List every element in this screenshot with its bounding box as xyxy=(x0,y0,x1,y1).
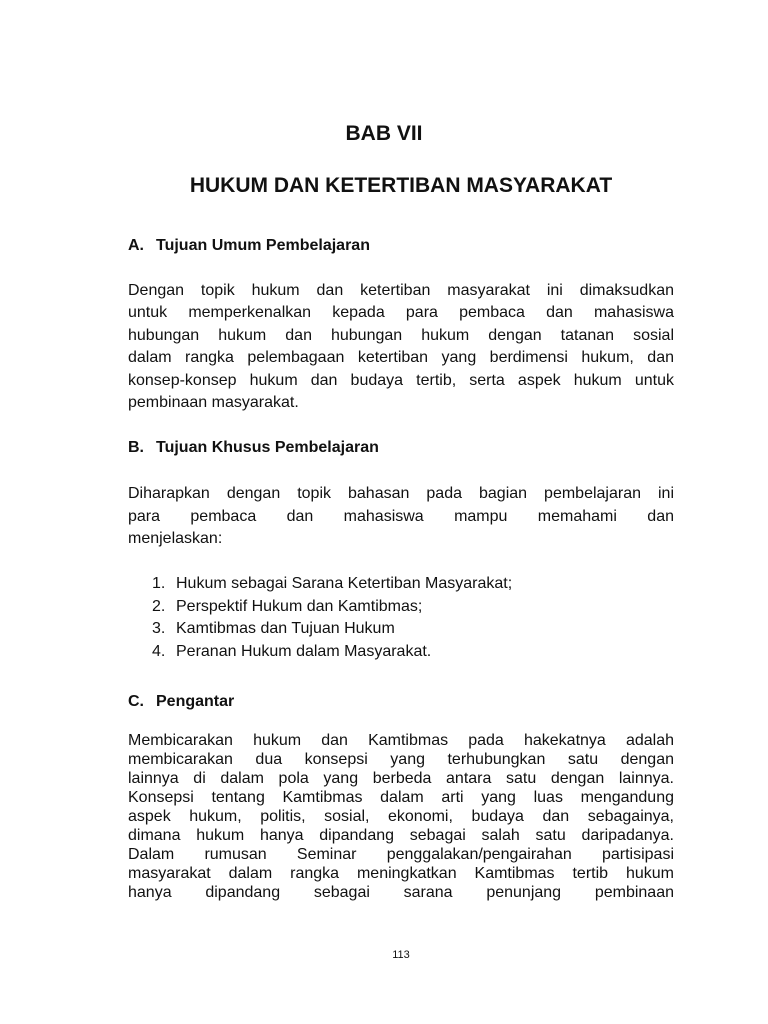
list-text: Perspektif Hukum dan Kamtibmas; xyxy=(176,597,423,615)
list-item xyxy=(128,641,512,664)
page-number: 113 xyxy=(392,949,410,961)
chapter-label: BAB VII xyxy=(345,122,423,145)
section-heading-a xyxy=(128,236,370,256)
section-title-b: Tujuan Khusus Pembelajaran xyxy=(156,439,379,456)
paragraph-c-line: membicarakan dua konsepsi yang terhubungkan satu dengan xyxy=(128,751,674,768)
list-number: 4. xyxy=(152,642,166,660)
paragraph-c-line: lainnya di dalam pola yang berbeda antara satu dengan lainnya. xyxy=(128,770,674,787)
paragraph-c-line: aspek hukum, politis, sosial, ekonomi, budaya dan sebagainya, xyxy=(128,808,674,825)
paragraph-c-line: masyarakat dalam rangka meningkatkan Kamtibmas tertib hukum xyxy=(128,865,674,882)
paragraph-b xyxy=(128,483,674,551)
section-letter-a: A. xyxy=(128,237,144,254)
paragraph-c-line: dimana hukum hanya dipandang sebagai salah satu daripadanya. xyxy=(128,827,674,844)
list-number: 3. xyxy=(152,620,166,637)
list-item xyxy=(128,618,512,641)
section-letter-b: B. xyxy=(128,439,144,456)
paragraph-a-line: Dengan topik hukum dan ketertiban masyarakat ini dimaksudkan xyxy=(128,282,674,299)
list-text: Hukum sebagai Sarana Ketertiban Masyarakat; xyxy=(176,575,513,592)
paragraph-b-line: menjelaskan: xyxy=(128,530,223,547)
section-heading-b xyxy=(128,438,379,458)
section-title-c: Pengantar xyxy=(156,693,235,710)
paragraph-a-line: konsep-konsep hukum dan budaya tertib, serta aspek hukum untuk xyxy=(128,371,674,389)
list-text: Kamtibmas dan Tujuan Hukum xyxy=(176,620,395,637)
list-item xyxy=(128,573,512,596)
chapter-title: HUKUM DAN KETERTIBAN MASYARAKAT xyxy=(189,174,613,197)
paragraph-b-line: para pembaca dan mahasiswa mampu memahami dan xyxy=(128,507,674,525)
list-number: 1. xyxy=(152,575,166,592)
paragraph-a-line: pembinaan masyarakat. xyxy=(128,394,299,412)
paragraph-a-line: dalam rangka pelembagaan ketertiban yang berdimensi hukum, dan xyxy=(128,349,674,367)
list-item xyxy=(128,596,512,619)
section-title-a: Tujuan Umum Pembelajaran xyxy=(156,237,370,254)
section-heading-c xyxy=(128,692,234,712)
paragraph-c-line: Dalam rumusan Seminar penggalakan/pengairahan partisipasi xyxy=(128,846,674,863)
list-number: 2. xyxy=(152,597,166,615)
paragraph-a-line: hubungan hukum dan hubungan hukum dengan tatanan sosial xyxy=(128,326,674,344)
paragraph-b-line: Diharapkan dengan topik bahasan pada bagian pembelajaran ini xyxy=(128,485,674,502)
paragraph-a-line: untuk memperkenalkan kepada para pembaca dan mahasiswa xyxy=(128,304,674,322)
list-text: Peranan Hukum dalam Masyarakat. xyxy=(176,642,432,660)
objectives-list xyxy=(128,573,512,663)
paragraph-c-line: hanya dipandang sebagai sarana penunjang pembinaan xyxy=(128,884,674,901)
paragraph-c-line: Membicarakan hukum dan Kamtibmas pada hakekatnya adalah xyxy=(128,732,674,749)
paragraph-c xyxy=(128,731,674,902)
paragraph-a xyxy=(128,280,674,414)
section-letter-c: C. xyxy=(128,693,144,710)
paragraph-c-line: Konsepsi tentang Kamtibmas dalam arti yang luas mengandung xyxy=(128,789,674,806)
